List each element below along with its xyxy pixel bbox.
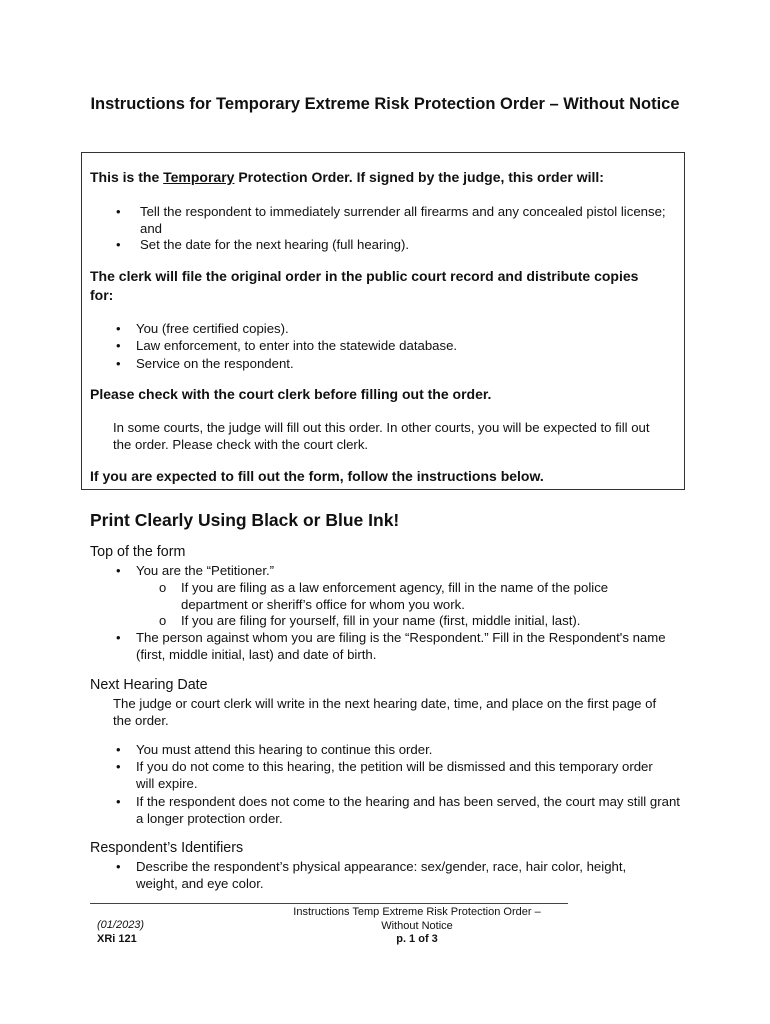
footer-date: (01/2023) <box>97 919 145 931</box>
bullet-icon: • <box>116 759 121 774</box>
next-hearing-text: The judge or court clerk will write in the next hearing date, time, and place on the first page of the order. <box>113 696 657 728</box>
next-hearing-item-2: If you do not come to this hearing, the petition will be dismissed and this temporary order will expire. <box>136 759 653 791</box>
footer-title: Instructions Temp Extreme Risk Protection Order – Without Notice <box>293 906 541 932</box>
bullet-icon: • <box>116 338 121 353</box>
check-heading: Please check with the court clerk before filling out the order. <box>90 386 492 402</box>
bullet-icon: • <box>116 204 121 219</box>
identifiers-item-1: Describe the respondent’s physical appearance: sex/gender, race, hair color, height, weight, and eye color. <box>136 859 627 891</box>
document-title: Instructions for Temporary Extreme Risk Protection Order – Without Notice <box>90 95 680 113</box>
footer-form-id: XRi 121 <box>97 933 137 945</box>
intro-prefix: This is the <box>90 169 164 185</box>
top-item-1: You are the “Petitioner.” <box>136 563 275 578</box>
next-hearing-item-3: If the respondent does not come to the hearing and has been served, the court may still grant a longer protection order. <box>136 794 680 826</box>
top-item-2: The person against whom you are filing is the “Respondent.” Fill in the Respondent's name (first, middle initial, last) and date of birth. <box>136 630 666 662</box>
box-intro <box>90 168 604 187</box>
top-sub-item-1: If you are filing as a law enforcement agency, fill in the name of the police department or sheriff’s office for whom you work. <box>181 580 609 612</box>
copies-item-2: Law enforcement, to enter into the statewide database. <box>136 338 458 353</box>
will-item-2: Set the date for the next hearing (full hearing). <box>140 237 410 252</box>
bullet-icon: • <box>116 794 121 809</box>
next-hearing-heading: Next Hearing Date <box>90 677 208 693</box>
follow-heading: If you are expected to fill out the form, follow the instructions below. <box>90 468 544 484</box>
will-item-1: Tell the respondent to immediately surrender all firearms and any concealed pistol license; and <box>140 204 666 236</box>
bullet-icon: • <box>116 859 121 874</box>
sub-bullet-icon: o <box>159 613 167 628</box>
intro-underlined-word: Temporary <box>163 169 235 185</box>
footer-divider <box>90 903 568 904</box>
identifiers-heading: Respondent’s Identifiers <box>90 840 244 856</box>
top-sub-item-2: If you are filing for yourself, fill in your name (first, middle initial, last). <box>181 613 581 628</box>
clerk-heading: The clerk will file the original order in the public court record and distribute copies for: <box>90 268 639 303</box>
check-text: In some courts, the judge will fill out this order. In other courts, you will be expected to fill out the order. Please check with the court clerk. <box>113 420 650 452</box>
print-heading: Print Clearly Using Black or Blue Ink! <box>90 510 400 530</box>
top-of-form-heading: Top of the form <box>90 544 186 560</box>
bullet-icon: • <box>116 630 121 645</box>
bullet-icon: • <box>116 321 121 336</box>
copies-item-3: Service on the respondent. <box>136 356 294 371</box>
next-hearing-item-1: You must attend this hearing to continue this order. <box>136 742 433 757</box>
intro-suffix: Protection Order. If signed by the judge, this order will: <box>234 169 604 185</box>
bullet-icon: • <box>116 742 121 757</box>
footer-page-number: p. 1 of 3 <box>396 933 438 945</box>
bullet-icon: • <box>116 237 121 252</box>
copies-item-1: You (free certified copies). <box>136 321 289 336</box>
bullet-icon: • <box>116 563 121 578</box>
bullet-icon: • <box>116 356 121 371</box>
sub-bullet-icon: o <box>159 580 167 595</box>
